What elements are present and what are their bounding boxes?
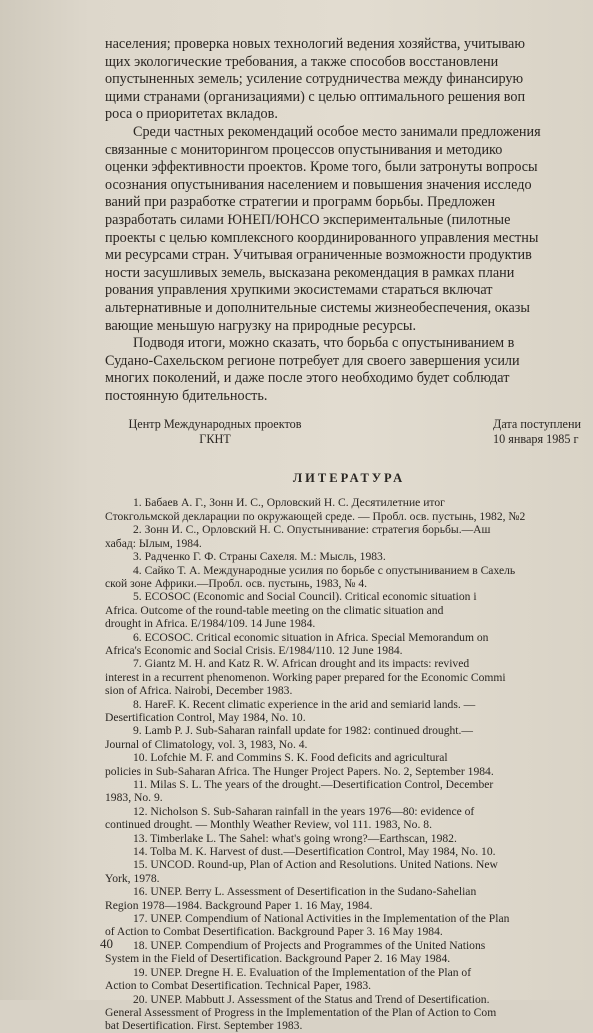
reference-item xyxy=(105,657,593,697)
reference-item xyxy=(105,550,593,563)
reference-item xyxy=(105,590,593,630)
reference-line: 16. UNEP. Berry L. Assessment of Desertification in the Sudano-Sahelian xyxy=(133,885,477,899)
signoff xyxy=(105,417,593,446)
reference-item xyxy=(105,885,593,912)
reference-item xyxy=(105,832,593,845)
reference-item xyxy=(105,805,593,832)
reference-line: bat Desertification. First. September 1983. xyxy=(105,1019,303,1033)
reference-item xyxy=(105,564,593,591)
reference-item xyxy=(105,966,593,993)
reference-line: 13. Timberlake L. The Sahel: what's going wrong?—Earthscan, 1982. xyxy=(133,831,457,845)
institution-abbr: ГКНТ xyxy=(199,431,231,446)
reference-line: 20. UNEP. Mabbutt J. Assessment of the Status and Trend of Desertification. xyxy=(133,992,490,1006)
reference-item xyxy=(105,939,593,966)
reference-line: Africa. Outcome of the round-table meeting on the climatic situation and xyxy=(105,603,444,617)
reference-item xyxy=(105,496,593,523)
reference-line: хабад: Ылым, 1984. xyxy=(105,536,202,550)
page-number: 40 xyxy=(100,936,113,951)
reference-line: Region 1978—1984. Background Paper 1. 16 May, 1984. xyxy=(105,898,373,912)
received-value: 10 января 1985 г xyxy=(493,431,579,446)
body-line: Подводя итоги, можно сказать, что борьба с опустыниванием в xyxy=(133,335,515,352)
body-line: альтернативные и дополнительные системы жизнеобеспечения, оказы xyxy=(105,299,530,316)
body-line: вающие меньшую нагрузку на природные ресурсы. xyxy=(105,317,417,334)
reference-line: 19. UNEP. Dregne H. E. Evaluation of the Implementation of the Plan of xyxy=(133,965,472,979)
institution-name: Центр Международных проектов xyxy=(128,417,302,432)
reference-item xyxy=(105,845,593,858)
reference-line: 8. HareF. K. Recent climatic experience in the arid and semiarid lands. — xyxy=(133,697,476,711)
reference-item xyxy=(105,912,593,939)
reference-item xyxy=(105,858,593,885)
reference-line: Journal of Climatology, vol. 3, 1983, No. 4. xyxy=(105,737,308,751)
reference-line: 2. Зонн И. С., Орловский Н. С. Опустынивание: стратегия борьбы.—Аш xyxy=(133,523,491,537)
reference-line: Action to Combat Desertification. Technical Paper, 1983. xyxy=(105,979,372,993)
body-line: роса о приоритетах вкладов. xyxy=(105,106,278,123)
body-line: населения; проверка новых технологий ведения хозяйства, учитываю xyxy=(105,36,525,52)
body-line: Среди частных рекомендаций особое место занимали предложения xyxy=(133,123,541,140)
body-line: осознания опустынивания населением и повышения значения исследо xyxy=(105,176,532,193)
reference-line: General Assessment of Progress in the Implementation of the Plan of Action to Com xyxy=(105,1005,497,1019)
reference-line: Africa's Economic and Social Crisis. E/1984/110. 12 June 1984. xyxy=(105,643,403,657)
body-line: щих экологические требования, а также способов восстановлени xyxy=(105,53,499,70)
reference-item xyxy=(105,698,593,725)
institution xyxy=(105,417,325,446)
literature-heading: ЛИТЕРАТУРА xyxy=(292,471,406,486)
reference-line: policies in Sub-Saharan Africa. The Hunger Project Papers. No. 2, September 1984. xyxy=(105,764,494,778)
reference-line: 1983, No. 9. xyxy=(105,791,163,805)
reference-line: 9. Lamb P. J. Sub-Saharan rainfall update for 1982: continued drought.— xyxy=(133,724,474,738)
body-line: ности засушливых земель, высказана рекомендация в рамках плани xyxy=(105,264,515,281)
body-line: ми ресурсами стран. Учитывая ограниченные возможности продуктив xyxy=(105,247,532,264)
reference-line: Desertification Control, May 1984, No. 10. xyxy=(105,710,306,724)
reference-list xyxy=(105,496,593,1032)
reference-line: 1. Бабаев А. Г., Зонн И. С., Орловский Н. С. Десятилетние итог xyxy=(133,496,445,510)
reference-line: 7. Giantz M. H. and Katz R. W. African drought and its impacts: revived xyxy=(133,657,470,671)
body-line: проекты с целью комплексного координированного управления местны xyxy=(105,229,539,246)
received-date xyxy=(493,417,593,446)
body-line: рования управления хрупкими экосистемами стараться включат xyxy=(105,282,493,299)
reference-line: continued drought. — Monthly Weather Review, vol 111. 1983, No. 8. xyxy=(105,818,432,832)
body-line: опустыненных земель; усиление сотрудничества между финансирую xyxy=(105,71,524,88)
reference-line: 10. Lofchie M. F. and Commins S. K. Food deficits and agricultural xyxy=(133,751,448,765)
reference-line: Стокгольмской декларации по окружающей среде. — Пробл. осв. пустынь, 1982, №2 xyxy=(105,509,526,523)
reference-line: 17. UNEP. Compendium of National Activities in the Implementation of the Plan xyxy=(133,912,510,926)
reference-line: 5. ECOSOC (Economic and Social Council). Critical economic situation i xyxy=(133,590,477,604)
reference-line: 14. Tolba M. K. Harvest of dust.—Desertification Control, May 1984, No. 10. xyxy=(133,845,496,859)
reference-item xyxy=(105,778,593,805)
reference-line: sion of Africa. Nairobi, December 1983. xyxy=(105,684,293,698)
reference-line: 6. ECOSOC. Critical economic situation in Africa. Special Memorandum on xyxy=(133,630,489,644)
reference-line: 18. UNEP. Compendium of Projects and Programmes of the United Nations xyxy=(133,938,486,952)
reference-line: 3. Радченко Г. Ф. Страны Сахеля. М.: Мысль, 1983. xyxy=(133,550,386,564)
reference-line: of Action to Combat Desertification. Background Paper 3. 16 May 1984. xyxy=(105,925,443,939)
reference-item xyxy=(105,751,593,778)
body-line: разработать силами ЮНЕП/ЮНСО экспериментальные (пилотные xyxy=(105,211,511,228)
body-line: щими странами (организациями) с целью оптимального решения воп xyxy=(105,88,526,105)
reference-line: 11. Milas S. L. The years of the drought.—Desertification Control, December xyxy=(133,778,494,791)
reference-line: 4. Сайко Т. А. Международные усилия по борьбе с опустыниванием в Сахель xyxy=(133,563,516,577)
reference-line: interest in a recurrent phenomenon. Working paper prepared for the Economic Commi xyxy=(105,670,506,684)
reference-line: drought in Africa. E/1984/109. 14 June 1984. xyxy=(105,617,316,631)
reference-line: 15. UNCOD. Round-up, Plan of Action and Resolutions. United Nations. New xyxy=(133,858,498,872)
reference-item xyxy=(105,993,593,1033)
body-line: ваний при разработке стратегии и программ борьбы. Предложен xyxy=(105,194,496,211)
body-line: постоянную бдительность. xyxy=(105,387,268,404)
reference-item xyxy=(105,631,593,658)
reference-item xyxy=(105,523,593,550)
body-line: многих поколений, и даже после этого необходимо будет соблюдат xyxy=(105,370,510,387)
reference-line: System in the Field of Desertification. Background Paper 2. 16 May 1984. xyxy=(105,952,451,966)
body-line: связанные с мониторингом процессов опустынивания и методико xyxy=(105,141,503,158)
reference-line: ской зоне Африки.—Пробл. осв. пустынь, 1983, № 4. xyxy=(105,576,368,590)
body-line: оценки эффективности проектов. Кроме того, были затронуты вопросы xyxy=(105,159,538,176)
body-text xyxy=(105,36,593,405)
body-line: Судано-Сахельском регионе потребует для своего завершения усили xyxy=(105,352,520,369)
received-label: Дата поступлени xyxy=(493,417,581,432)
reference-line: York, 1978. xyxy=(105,871,160,885)
reference-item xyxy=(105,724,593,751)
reference-line: 12. Nicholson S. Sub-Saharan rainfall in the years 1976—80: evidence of xyxy=(133,804,475,818)
